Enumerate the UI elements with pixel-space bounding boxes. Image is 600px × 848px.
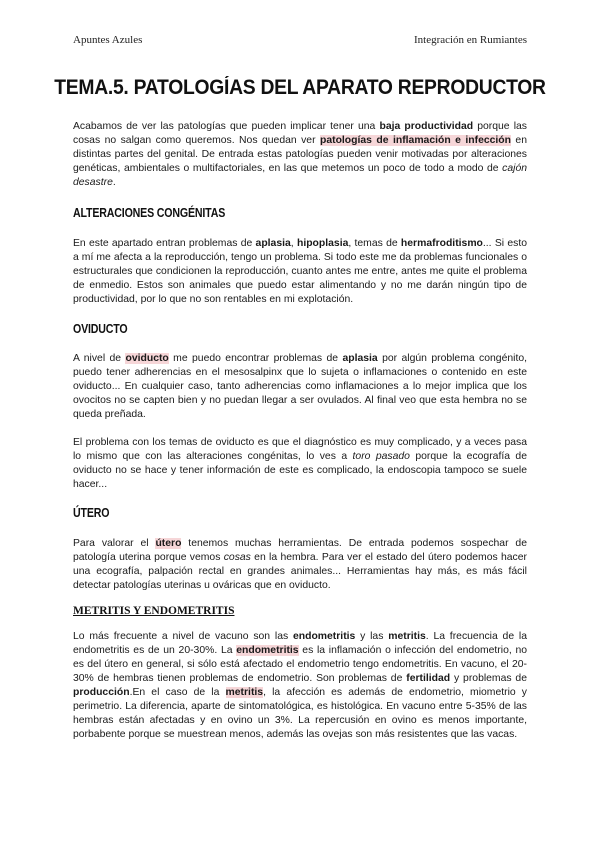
keyword-oviducto: oviducto (125, 353, 169, 364)
keyword-utero: útero (155, 538, 182, 549)
keyword-endometritis: endometritis (236, 645, 299, 656)
heading-utero: ÚTERO (73, 506, 110, 520)
oviducto-paragraph-2: El problema con los temas de oviducto es que el diagnóstico es muy complicado, y a veces pasa lo mismo que con las alteraciones congénitas, lo ves a toro pasado porque la ecografía de oviducto no se hace y tener información de este es complicado, la endoscopia tampoco se suele hacer... (73, 437, 527, 490)
header-left: Apuntes Azules (73, 34, 143, 46)
intro-paragraph: Acabamos de ver las patologías que pueden implicar tener una baja productividad porque las cosas no salgan como queremos. Nos quedan ver patologías de inflamación e infección en distintas partes del genital. De entrada estas patologías pueden venir motivadas por alteraciones genéticas, ambientales o multifactoriales, en las que metemos un poco de todo a modo de cajón desastre. (73, 121, 527, 188)
congenitas-paragraph: En este apartado entran problemas de aplasia, hipoplasia, temas de hermafroditismo... Si esto a mí me afecta a la reproducción, tengo un problema. Si todo este me da problemas funcionales o estructurales que condicionen la reproducción, cuanto antes me entre, antes me quite el problema de enmedio. Estos son animales que puedo estar alimentando y no me darán ningún tipo de productividad, por lo que no son rentables en mi explotación. (73, 238, 527, 305)
keyword-metritis: metritis (225, 687, 264, 698)
keyword-baja-productividad: baja productividad (379, 121, 474, 132)
heading-metritis-endometritis: METRITIS Y ENDOMETRITIS (73, 605, 235, 617)
utero-paragraph: Para valorar el útero tenemos muchas herramientas. De entrada podemos sospechar de patología uterina porque vemos cosas en la hembra. Para ver el estado del útero podemos hacer una ecografía, palpación rectal en grandes animales... Herramientas hay más, es más fácil detectar patologías uterinas u ováricas que en oviducto. (73, 538, 527, 591)
heading-oviducto: OVIDUCTO (73, 322, 128, 336)
header-right: Integración en Rumiantes (413, 34, 527, 46)
page-header (73, 34, 527, 46)
document-title: TEMA.5. PATOLOGÍAS DEL APARATO REPRODUCTOR (54, 76, 546, 99)
keyword-inflamacion-infeccion: patologías de inflamación e infección (319, 135, 511, 146)
metritis-paragraph: Lo más frecuente a nivel de vacuno son las endometritis y las metritis. La frecuencia de la endometritis es de un 20-30%. La endometritis es la inflamación o infección del endometrio, no es del útero en general, si sólo está afectado el endometrio tengo endometritis. En vacuno, el 20-30% de hembras tienen problemas de endometrio. Son problemas de fertilidad y problemas de producción.En el caso de la metritis, la afección es además de endometrio, miometrio y perimetrio. La diferencia, aparte de sintomatológica, es histológica. En vacuno entre 5-35% de las hembras están afectadas y en ovino un 3%. La repercusión en ovino es menos importante, porbabente porque se muestrean menos, además las ovejas son más resistentes que las vacas. (73, 631, 528, 740)
oviducto-paragraph-1: A nivel de oviducto me puedo encontrar problemas de aplasia por algún problema congénito, puedo tener adherencias en el mesosalpinx que lo sujeta o inflamaciones o contenido en este oviducto... En cualquier caso, tanto adherencias como inflamaciones a lo mejor implica que los ovocitos no se capten bien y no puedan llegar a ser ovulados. Al final veo que esta hembra no se queda preñada. (73, 353, 527, 420)
heading-alteraciones-congenitas: ALTERACIONES CONGÉNITAS (73, 206, 226, 220)
